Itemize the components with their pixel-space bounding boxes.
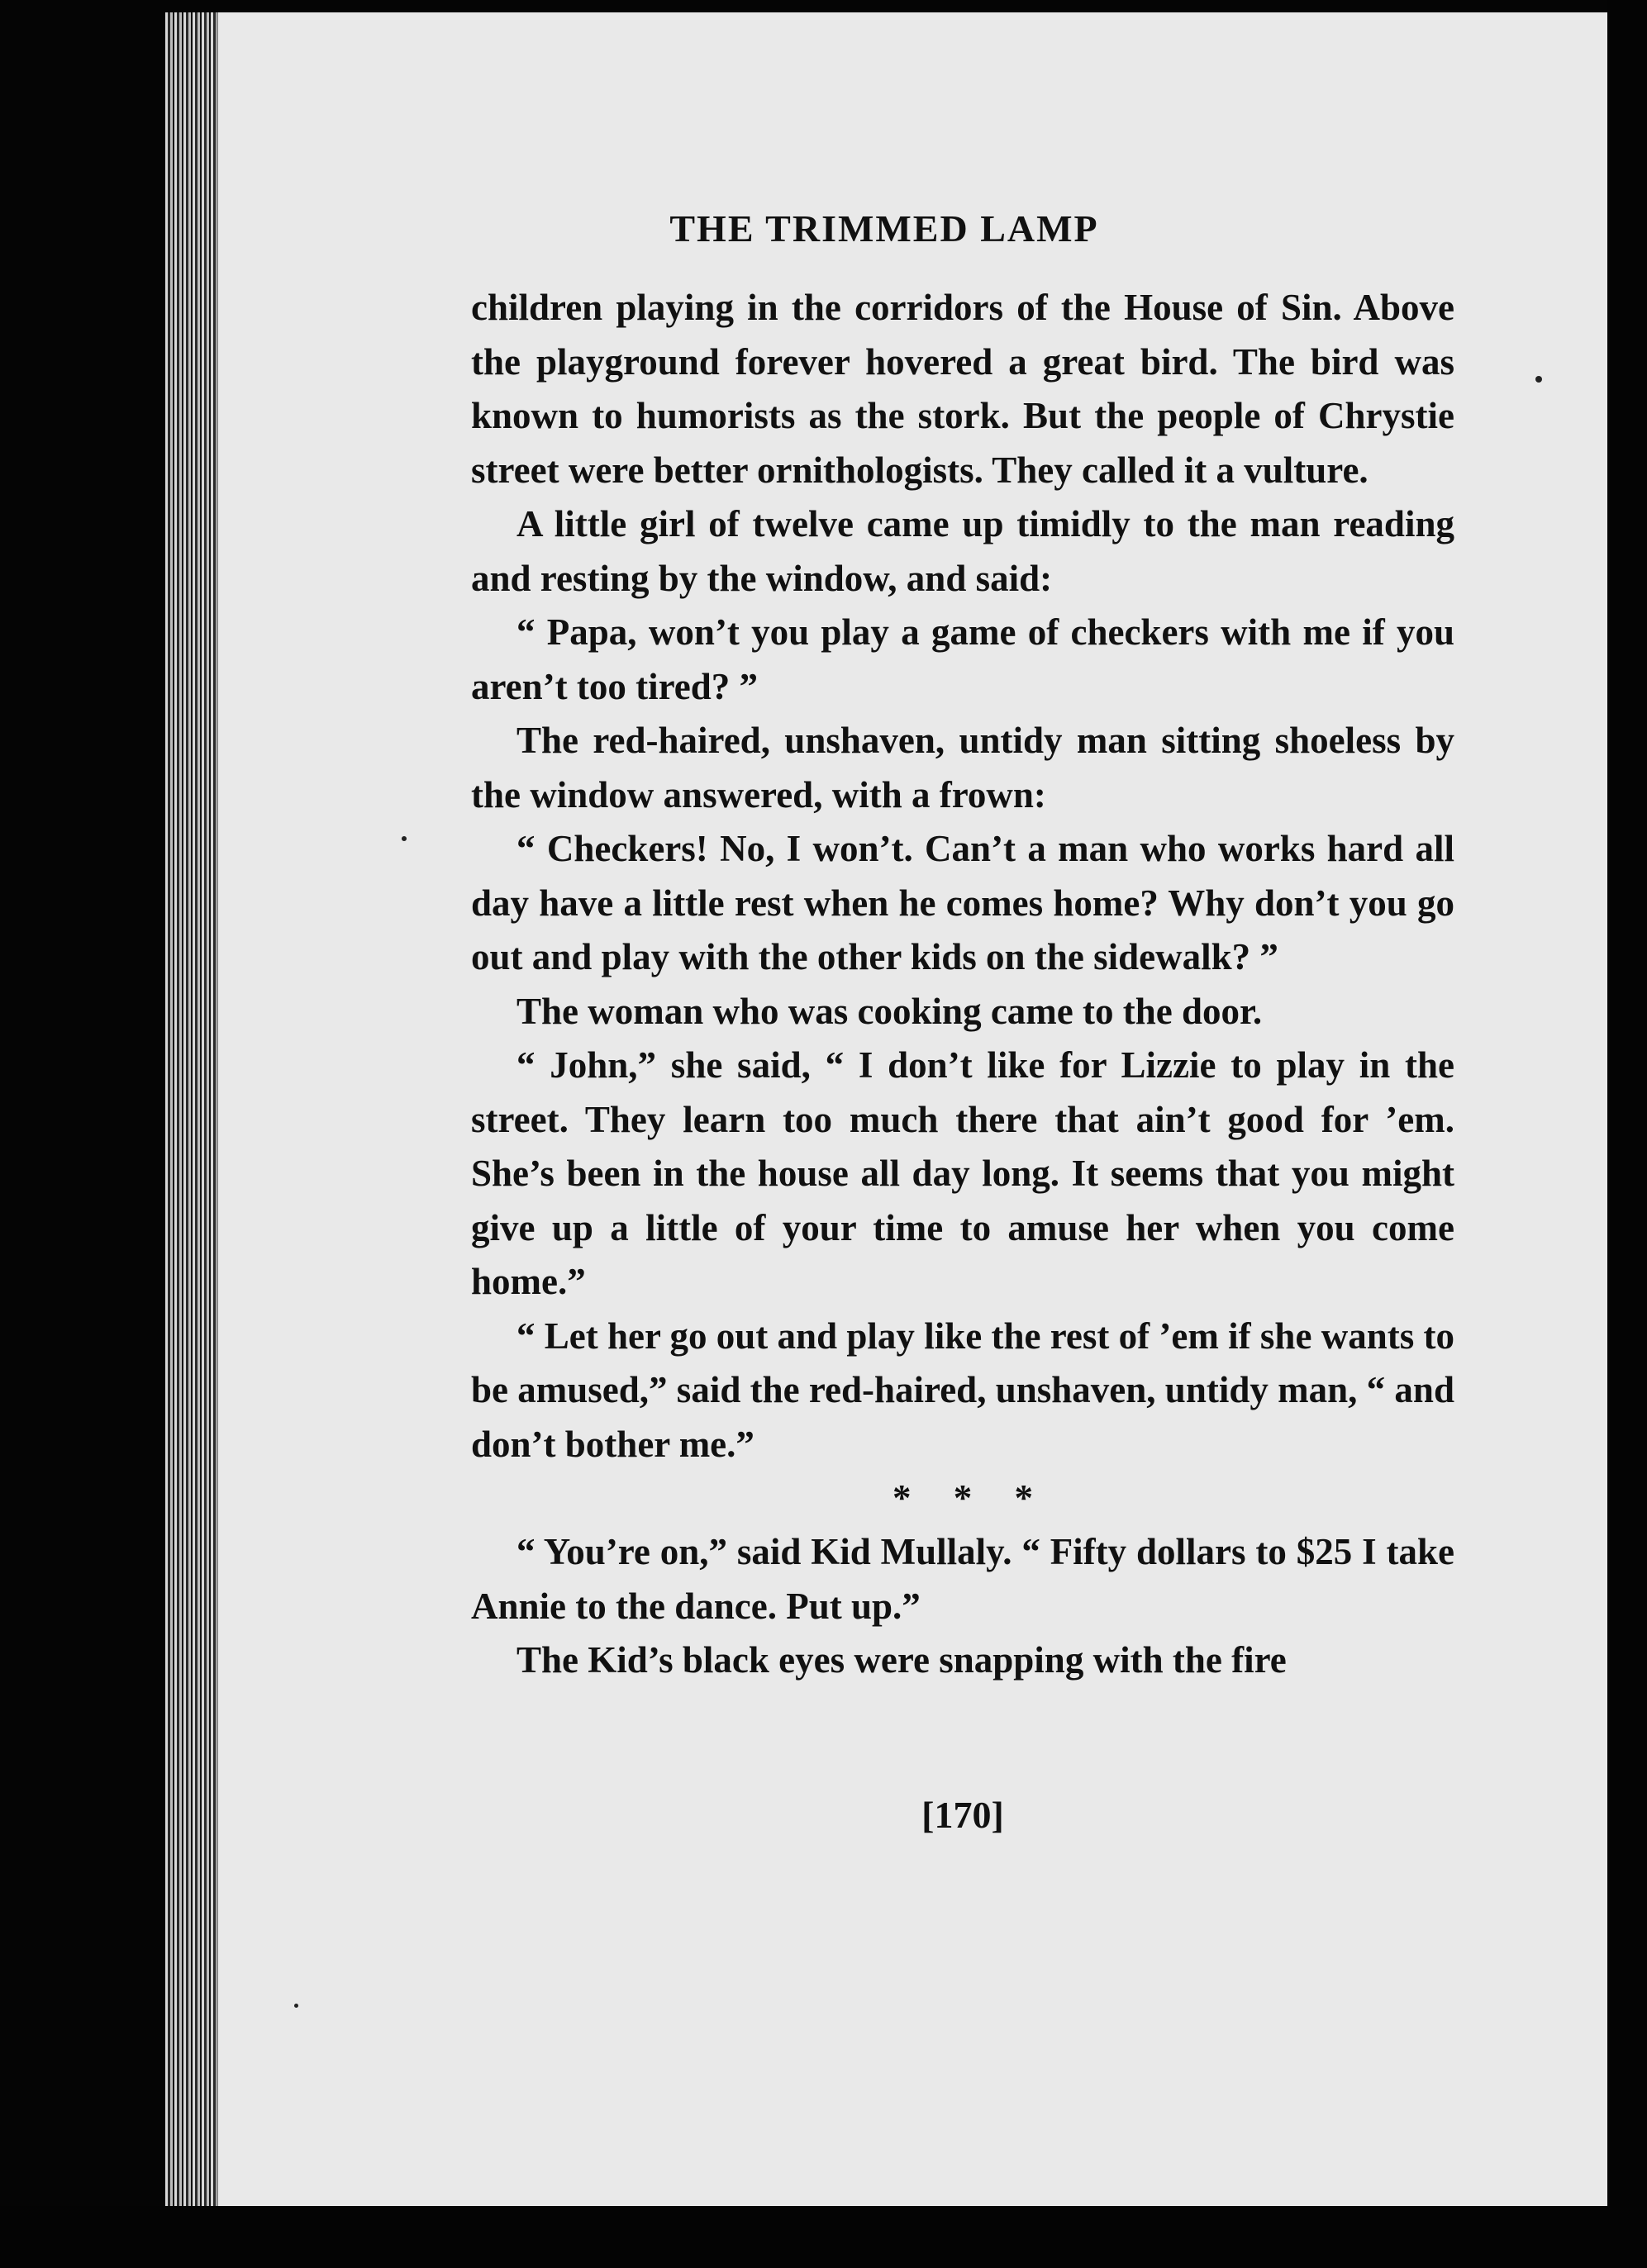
body-text xyxy=(471,281,1454,1688)
paragraph: “ Let her go out and play like the rest of ’em if she wants to be amused,” said the red-haired, unshaven, untidy man, “ and don’t bother me.” xyxy=(471,1315,1454,1465)
speck xyxy=(402,836,407,841)
bottom-margin-shadow xyxy=(0,2206,1647,2268)
paragraph: The woman who was cooking came to the door. xyxy=(516,990,1263,1032)
paragraph: A little girl of twelve came up timidly to the man reading and resting by the window, and said: xyxy=(471,503,1454,599)
section-break: * * * xyxy=(893,1477,1033,1519)
paragraph: The red-haired, unshaven, untidy man sitting shoeless by the window answered, with a frown: xyxy=(471,720,1454,815)
paragraph: children playing in the corridors of the House of Sin. Above the playground forever hovered a great bird. The bird was known to humorists as the stork. But the people of Chrystie street were better ornithologists. They called it a vulture. xyxy=(471,287,1454,491)
paragraph: “ Checkers! No, I won’t. Can’t a man who works hard all day have a little rest when he comes home? Why don’t you go out and play with the other kids on the sidewalk? ” xyxy=(471,828,1454,977)
running-head: THE TRIMMED LAMP xyxy=(669,207,1099,250)
paragraph: The Kid’s black eyes were snapping with the fire xyxy=(516,1639,1287,1681)
paragraph: “ Papa, won’t you play a game of checkers with me if you aren’t too tired? ” xyxy=(471,611,1454,707)
speck xyxy=(1535,376,1542,383)
right-margin-shadow xyxy=(1607,0,1647,2268)
page-number: [170] xyxy=(921,1794,1004,1836)
paragraph: “ John,” she said, “ I don’t like for Lizzie to play in the street. They learn too much there that ain’t good for ’em. She’s been in the house all day long. It seems that you might give up a little of your time to amuse her when you come home.” xyxy=(471,1044,1454,1302)
paragraph: “ You’re on,” said Kid Mullaly. “ Fifty dollars to $25 I take Annie to the dance. Put up.” xyxy=(471,1531,1454,1627)
speck xyxy=(294,2004,298,2008)
